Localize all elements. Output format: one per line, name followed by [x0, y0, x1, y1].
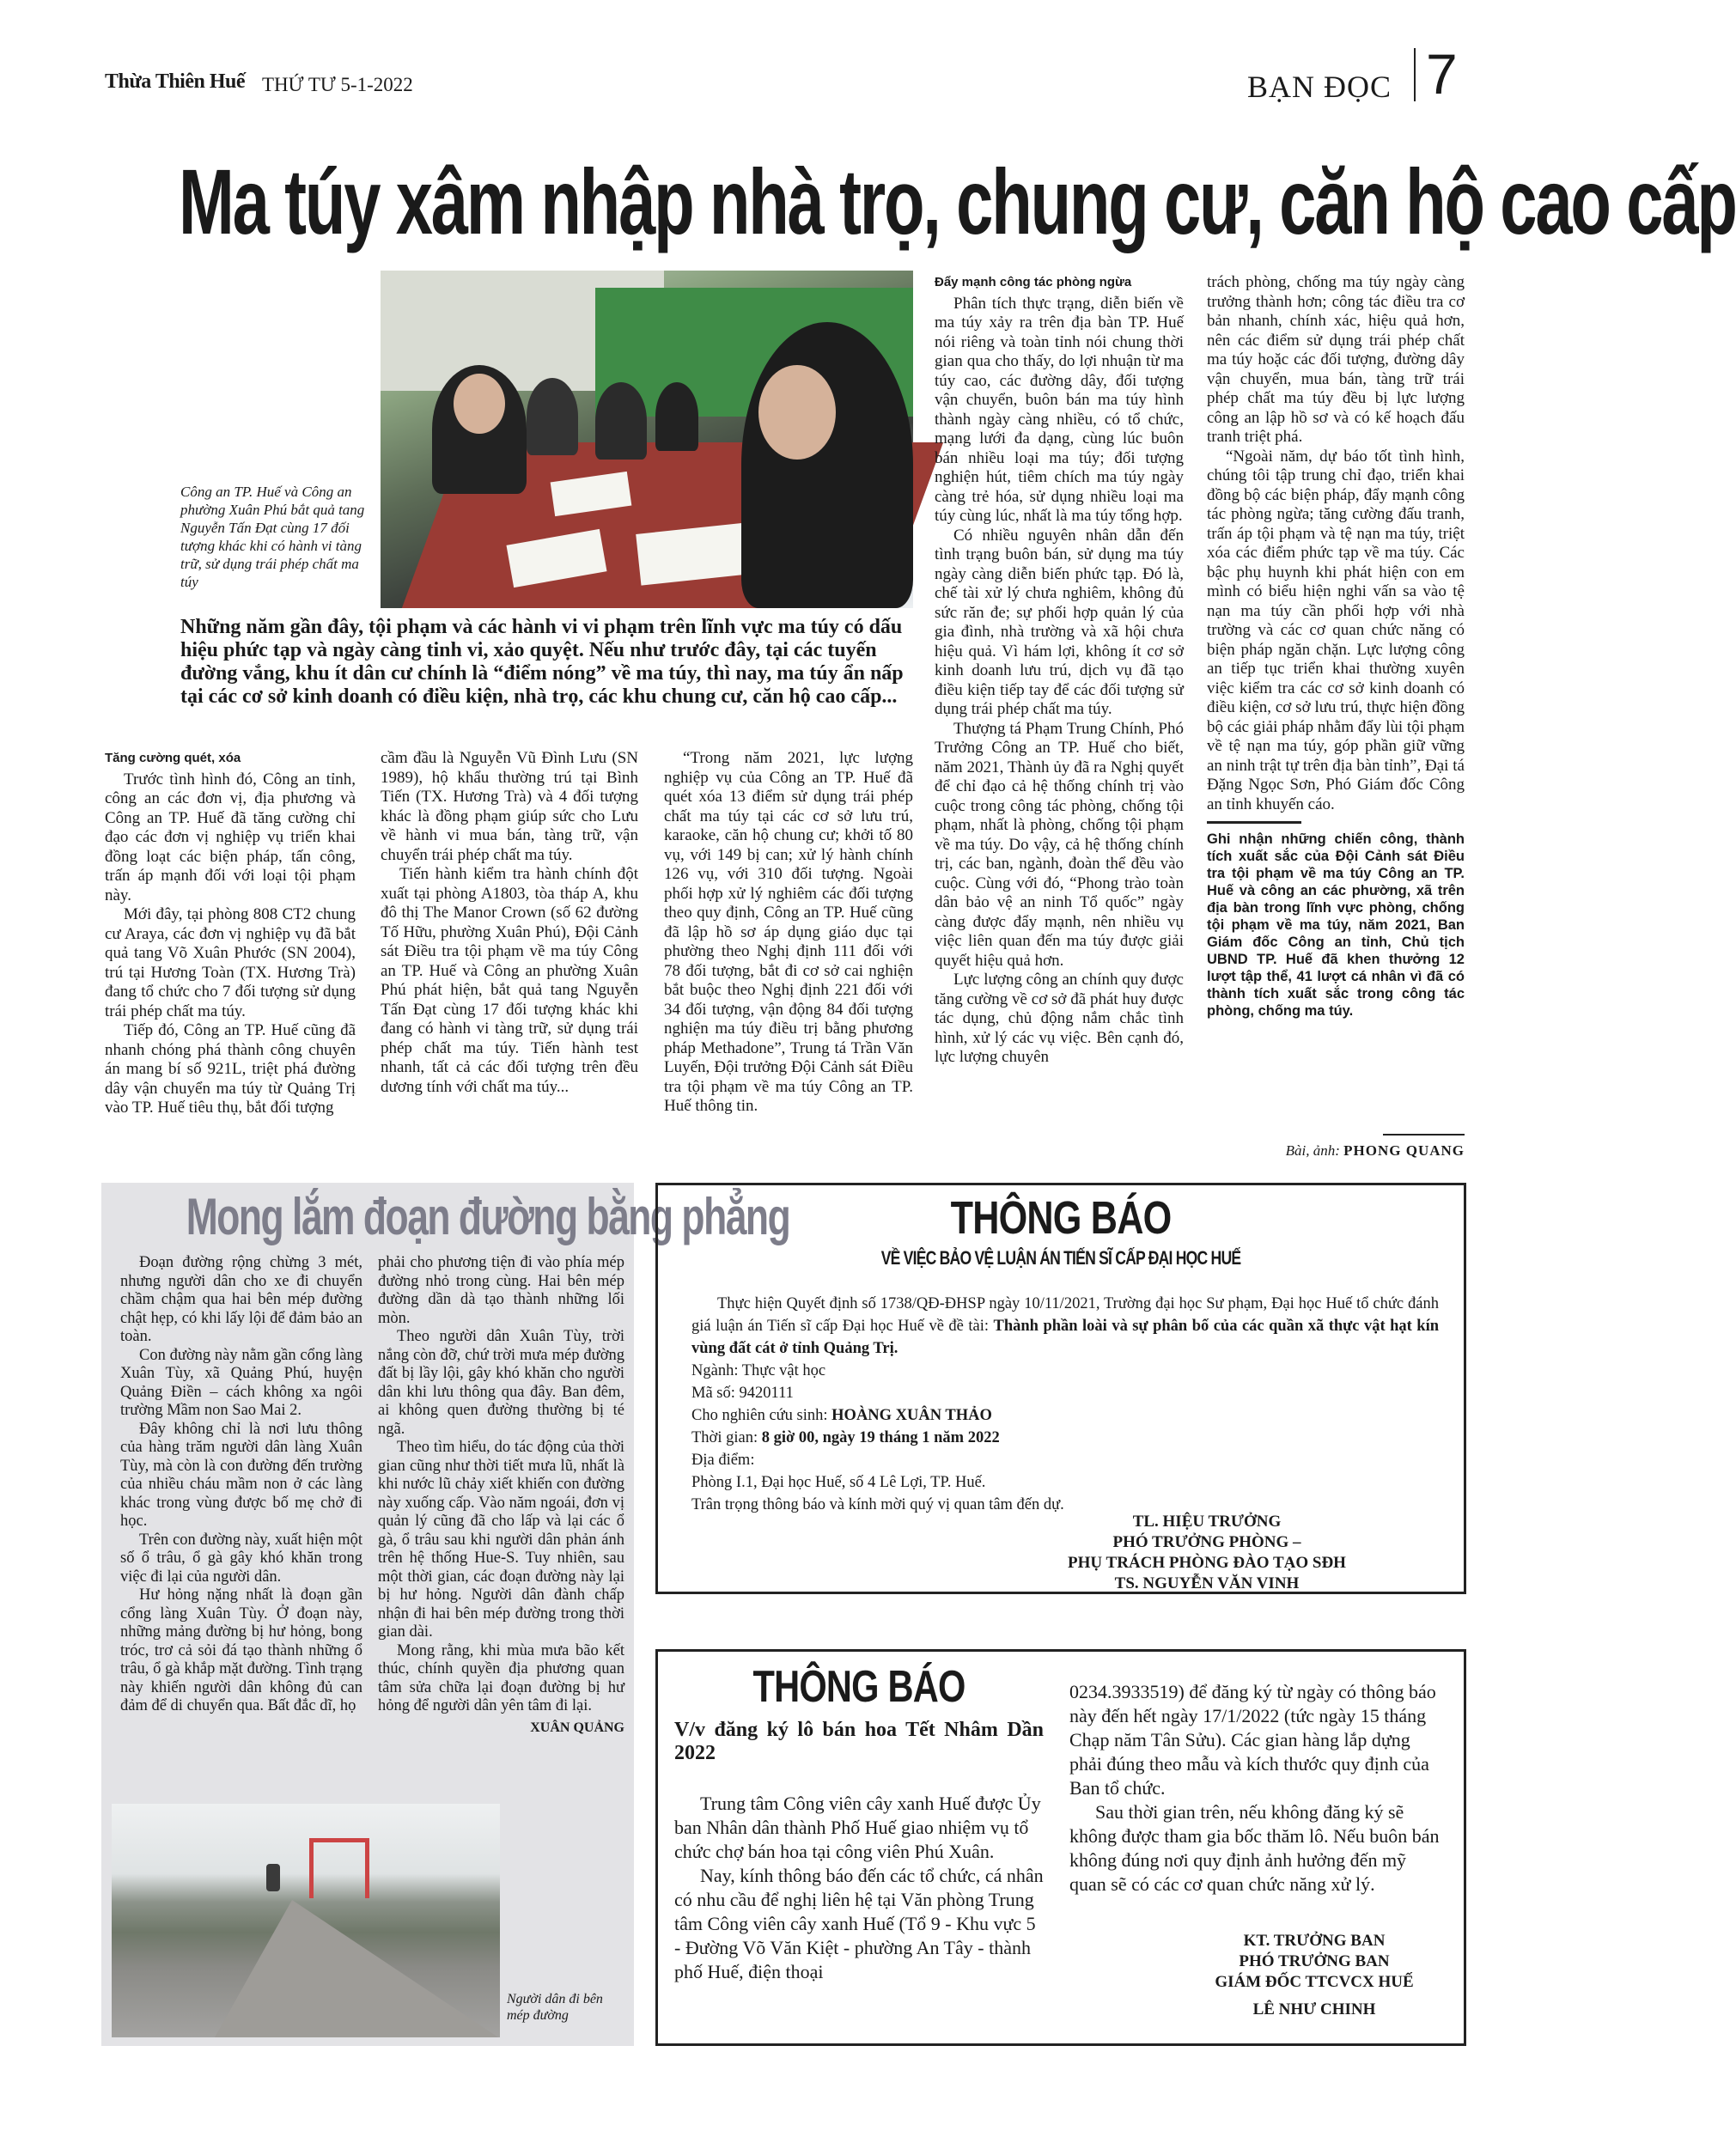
thesis-place-label: Địa điểm: [691, 1452, 755, 1469]
flower-notice-subtitle: V/v đăng ký lô bán hoa Tết Nhâm Dần 2022 [674, 1719, 1044, 1764]
thesis-signature: TL. HIỆU TRƯỞNG PHÓ TRƯỞNG PHÒNG – PHỤ TRÁCH PHÒNG ĐÀO TẠO SĐH TS. NGUYỄN VĂN VINH [1068, 1513, 1346, 1592]
paragraph: Đoạn đường rộng chừng 3 mét, nhưng người dân cho xe đi chuyển chầm chậm qua hai bên mép đường chật hẹp, có khi lấy lội để đảm bảo an toàn. [120, 1254, 362, 1345]
thesis-time: Thời gian: 8 giờ 00, ngày 19 tháng 1 năm 2022 [691, 1429, 1000, 1446]
paragraph: Sau thời gian trên, nếu không đăng ký sẽ không được tham gia bốc thăm lô. Nếu buôn bán không đúng nơi quy định ảnh hưởng đến mỹ quan sẽ có các cơ quan chức năng xử lý. [1069, 1801, 1440, 1895]
award-note: Ghi nhận những chiến công, thành tích xuất sắc của Đội Cảnh sát Điều tra tội phạm về ma túy Công an TP. Huế và công an các phường, xã trên địa bàn trong lĩnh vực phòng, chống tội phạm về ma túy, năm 2021, Ban Giám đốc Công an tỉnh, Chủ tịch UBND TP. Huế đã khen thưởng 12 lượt tập thể, 41 lượt cá nhân vì đã có thành tích xuất sắc trong công tác phòng, chống ma túy. [1207, 831, 1465, 1019]
thesis-major: Ngành: Thực vật học [691, 1362, 826, 1379]
thesis-code: Mã số: 9420111 [691, 1385, 794, 1402]
paragraph: 0234.3933519) để đăng ký từ ngày có thông báo này đến hết ngày 17/1/2022 (tức ngày 15 tháng Chạp năm Tân Sửu). Các gian hàng lắp dựng phải đúng theo mẫu và kích thước quy định của Ban tổ chức. [1069, 1681, 1436, 1799]
paragraph: cầm đầu là Nguyễn Vũ Đình Lưu (SN 1989), hộ khẩu thường trú tại Bình Tiến (TX. Hương Trà) và 4 đối tượng khác là đồng phạm giúp sức cho Lưu về hành vi mua bán, tàng trữ, vận chuyển trái phép chất ma túy. [381, 749, 638, 864]
thesis-intro: Thực hiện Quyết định số 1738/QĐ-ĐHSP ngày 10/11/2021, Trường đại học Sư phạm, Đại học Huế tổ chức đánh giá luận án Tiến sĩ cấp Đại học Huế về đề tài: Thành phần loài và sự phân bố của các quần xã thực vật hạt kín vùng đất cát ở tỉnh Quảng Trị. [691, 1295, 1440, 1357]
paragraph: Theo người dân Xuân Tùy, trời nắng còn đỡ, chứ trời mưa mép đường đất bị lầy lội, gây khó khăn cho người dân khi lưu thông qua đây. Ban đêm, ai không quen đường thường bị té ngã. [378, 1328, 624, 1438]
article-column-5 [1207, 273, 1465, 1020]
paragraph: “Trong năm 2021, lực lượng nghiệp vụ của Công an TP. Huế đã quét xóa 13 điểm sử dụng trái phép chất ma túy tại các cơ sở lưu trú, karaoke, căn hộ chung cư; khởi tố 80 vụ, với 149 bị can; xử lý hành chính 126 vụ, với 310 đối tượng. Ngoài phối hợp xử lý nghiêm các đối tượng theo quy định, Công an TP. Huế cũng đã lập hồ sơ áp dụng giáo dục tại phường theo Nghị định 111 đối với 78 đối tượng, bắt đi cơ sở cai nghiện bắt buộc theo Nghị định 221 đối với 34 đối tượng, vận động 84 đối tượng nghiện ma túy điều trị bằng phương pháp Methadone”, Trung tá Trần Văn Luyến, Đội trưởng Đội Cảnh sát Điều tra tội phạm về ma túy Công an TP. Huế thông tin. [664, 749, 913, 1115]
section-name: BẠN ĐỌC [1247, 70, 1392, 104]
article-column-4 [935, 273, 1184, 1068]
article-lede: Những năm gần đây, tội phạm và các hành vi vi phạm trên lĩnh vực ma túy có dấu hiệu phức tạp và ngày càng tinh vi, xảo quyệt. Nếu như trước đây, tại các tuyến đường vắng, khu ít dân cư chính là “điểm nóng” về ma túy, thì nay, ma túy ẩn nấp tại các cơ sở kinh doanh có điều kiện, nhà trọ, các khu chung cư, căn hộ cao cấp... [180, 616, 904, 708]
issue-date: THỨ TƯ 5-1-2022 [262, 74, 413, 95]
article-column-2 [381, 749, 638, 1097]
note-divider [1207, 821, 1301, 824]
flower-notice-col-2 [1069, 1680, 1447, 1897]
paragraph: Trên con đường này, xuất hiện một số ổ trâu, ổ gà gây khó khăn trong việc đi lại của người dân. [120, 1531, 362, 1586]
thesis-notice-title: THÔNG BÁO [950, 1192, 1172, 1244]
flower-notice-signature: KT. TRƯỞNG BAN PHÓ TRƯỞNG BAN GIÁM ĐỐC TTCVCX HUẾ LÊ NHƯ CHINH [1215, 1932, 1414, 2018]
flower-notice-col-1 [674, 1792, 1044, 1984]
paragraph: Trung tâm Công viên cây xanh Huế được Ủy ban Nhân dân thành Phố Huế giao nhiệm vụ tổ chức chợ bán hoa tại công viên Phú Xuân. [674, 1793, 1041, 1862]
article-byline: Bài, ảnh: PHONG QUANG [1285, 1142, 1465, 1159]
subheading-sweep: Tăng cường quét, xóa [105, 751, 241, 765]
thesis-notice-subtitle: VỀ VIỆC BẢO VỆ LUẬN ÁN TIẾN SĨ CẤP ĐẠI HỌC HUẾ [880, 1247, 1241, 1269]
road-article-title: Mong lắm đoạn đường bằng phẳng [186, 1188, 790, 1245]
paragraph: Trước tình hình đó, Công an tỉnh, công an các đơn vị, địa phương và Công an TP. Huế đã tăng cường chỉ đạo các đơn vị nghiệp vụ triển khai đồng loạt các biện pháp, tấn công, trấn áp mạnh đối với loại tội phạm này. [105, 770, 356, 904]
thesis-place: Phòng I.1, Đại học Huế, số 4 Lê Lợi, TP. Huế. [691, 1474, 986, 1491]
paragraph: Mới đây, tại phòng 808 CT2 chung cư Araya, các đơn vị nghiệp vụ đã bắt quả tang Võ Xuân Phước (SN 2004), trú tại Hương Toàn (TX. Hương Trà) đang tổ chức cho 7 đối tượng sử dụng trái phép chất ma túy. [105, 905, 356, 1020]
thesis-student: Cho nghiên cứu sinh: HOÀNG XUÂN THẢO [691, 1407, 992, 1424]
road-column-1 [120, 1254, 362, 1716]
arrest-photo [381, 271, 913, 608]
paragraph: Tiến hành kiểm tra hành chính đột xuất tại phòng A1803, tòa tháp A, khu đô thị The Manor Crown (số 62 đường Tố Hữu, phường Xuân Phú), Đội Cảnh sát Điều tra tội phạm về ma túy Công an TP. Huế và Công an phường Xuân Phú phát hiện, bắt quả tang Nguyễn Tấn Đạt cùng 17 đối tượng khác khi đang có hành vi tàng trữ, sử dụng trái phép chất ma túy. Tiến hành test nhanh, tất cả các đối tượng trên đều dương tính với chất ma túy... [381, 865, 638, 1096]
thesis-topic: Thành phần loài và sự phân bố của các quần xã thực vật hạt kín vùng đất cát ở tỉnh Quảng Trị. [691, 1318, 1440, 1357]
road-column-2 [378, 1254, 624, 1737]
newspaper-name: Thừa Thiên Huế [105, 70, 246, 93]
header-divider [1414, 48, 1416, 101]
paragraph: Mong rằng, khi mùa mưa bão kết thúc, chính quyền địa phương quan tâm sửa chữa lại đoạn đường bị hư hỏng để người dân yên tâm đi lại. [378, 1641, 624, 1714]
paragraph: Theo tìm hiểu, do tác động của thời gian cũng như thời tiết mưa lũ, nhất là khi nước lũ chảy xiết khiến con đường này xuống cấp. Vào năm ngoái, đơn vị quản lý cũng đã cho lấp và lại các ổ gà, ổ trâu sau khi người dân phản ánh trên hệ thống Hue-S. Tuy nhiên, sau một thời gian, các đoạn đường này lại bị hư hỏng. Người dân đành chấp nhận đi hai bên mép đường trong thời gian dài. [378, 1439, 624, 1641]
paragraph: Phân tích thực trạng, diễn biến về ma túy xảy ra trên địa bàn TP. Huế nói riêng và toàn tỉnh nói chung thời gian qua cho thấy, do lợi nhuận từ ma túy cao, các đường dây, đối tượng vận chuyển, buôn bán ma túy hình thành ngày càng nhiều, có tổ chức, mạng lưới đa dạng, cùng lúc buôn bán nhiều loại ma túy; đối tượng nghiện hút, tiêm chích ma túy ngày càng trẻ hóa, sử dụng nhiều loại ma túy cùng lúc, nhất là ma túy tổng hợp. [935, 294, 1184, 525]
paragraph: Lực lượng công an chính quy được tăng cường về cơ sở đã phát huy được tác dụng, chủ động nắm chắc tình hình, xử lý các vụ việc. Bên cạnh đó, lực lượng chuyên [935, 971, 1184, 1066]
thesis-notice-body [691, 1293, 1439, 1516]
byline-rule [1383, 1134, 1465, 1136]
subheading-prevention: Đẩy mạnh công tác phòng ngừa [935, 275, 1132, 289]
paragraph: Đây không chỉ là nơi lưu thông của hàng trăm người dân làng Xuân Tùy, mà còn là con đường đến trường của nhiều cháu mầm non ở các làng khác trong vùng được bố mẹ chở đi học. [120, 1420, 362, 1530]
paragraph: Tiếp đó, Công an TP. Huế cũng đã nhanh chóng phá thành công chuyên án mang bí số 921L, triệt phá đường dây vận chuyển ma túy từ Quảng Trị vào TP. Huế tiêu thụ, bắt đối tượng [105, 1021, 356, 1117]
page-number: 7 [1426, 42, 1458, 106]
article-column-3 [664, 749, 913, 1117]
arrest-photo-caption: Công an TP. Huế và Công an phường Xuân Phú bắt quả tang Nguyễn Tấn Đạt cùng 17 đối tượng khác khi có hành vi tàng trữ, sử dụng trái phép chất ma túy [180, 484, 365, 590]
road-photo [112, 1804, 500, 2037]
paragraph: Thượng tá Phạm Trung Chính, Phó Trưởng Công an TP. Huế cho biết, năm 2021, Thành ủy đã ra Nghị quyết để chỉ đạo cả hệ thống chính trị vào cuộc trong công tác phòng, chống tội phạm, nhất là phòng, chống tội phạm về ma túy. Do vậy, cả hệ thống chính trị, các ban, ngành, đoàn thể đều vào cuộc. Cùng với đó, “Phong trào toàn dân bảo vệ an ninh Tổ quốc” ngày càng được đẩy mạnh, nên nhiều vụ việc liên quan đến ma túy được giải quyết hiệu quả hơn. [935, 719, 1184, 970]
paragraph: Hư hỏng nặng nhất là đoạn gần cổng làng Xuân Tùy. Ở đoạn này, những mảng đường bị hư hỏng, bong tróc, trơ cả sỏi đá tạo thành những ổ trâu, ổ gà khắp mặt đường. Tình trạng này khiến người dân không đủ can đảm để di chuyển qua. Bất đắc dĩ, họ [120, 1586, 362, 1714]
paragraph: Có nhiều nguyên nhân dẫn đến tình trạng buôn bán, sử dụng ma túy ngày càng diễn biến phức tạp. Đó là, chế tài xử lý chưa nghiêm, không đủ sức răn đe; sự phối hợp quản lý của gia đình, nhà trường và xã hội chưa hiệu quả. Vì hám lợi, không ít cơ sở kinh doanh lưu trú, dịch vụ đã tạo điều kiện tiếp tay để các đối tượng sử dụng trái phép chất ma túy. [935, 526, 1184, 718]
paragraph: phải cho phương tiện đi vào phía mép đường nhỏ trong cùng. Hai bên mép đường dần dà tạo thành những lối mòn. [378, 1254, 624, 1327]
paragraph: Con đường này nằm gần cổng làng Xuân Tùy, xã Quảng Phú, huyện Quảng Điền – cách không xa ngôi trường Mầm non Sao Mai 2. [120, 1346, 362, 1419]
thesis-closing: Trân trọng thông báo và kính mời quý vị quan tâm đến dự. [691, 1496, 1064, 1513]
road-author: XUÂN QUẢNG [530, 1720, 624, 1735]
article-column-1 [105, 749, 356, 1118]
flower-notice-title: THÔNG BÁO [752, 1662, 965, 1712]
road-photo-caption: Người dân đi bên mép đường [507, 1992, 603, 2023]
paragraph: Nay, kính thông báo đến các tổ chức, cá nhân có nhu cầu để nghị liên hệ tại Văn phòng Trung tâm Công viên cây xanh Huế (Tổ 9 - Khu vực 5 - Đường Võ Văn Kiệt - phường An Tây - thành phố Huế, điện thoại [674, 1865, 1044, 1982]
paragraph: trách phòng, chống ma túy ngày càng trưởng thành hơn; công tác điều tra cơ bản nhanh, chính xác, hiệu quả hơn, nên các điểm sử dụng trái phép chất ma túy hoặc các đối tượng, đường dây vận chuyển, mua bán, tàng trữ trái phép chất ma túy đều bị lực lượng công an lập hồ sơ và có kế hoạch đấu tranh triệt phá. [1207, 273, 1465, 446]
article-headline: Ma túy xâm nhập nhà trọ, chung cư, căn hộ cao cấp [179, 149, 1736, 253]
paragraph: “Ngoài năm, dự báo tốt tình hình, chúng tôi tập trung chỉ đạo, triển khai đồng bộ các biện pháp, đẩy mạnh công tác phòng ngừa; tăng cường đấu tranh, trấn áp tội phạm và tệ nạn ma túy, triệt xóa các điểm phức tạp về ma túy. Các bậc phụ huynh khi phát hiện con em mình có biểu hiện nghi vấn sa vào tệ nạn ma túy cần phối hợp với nhà trường và các cơ quan chức năng có biện pháp ngăn chặn. Lực lượng công an tiếp tục triển khai thường xuyên việc kiểm tra các cơ sở kinh doanh có điều kiện, cơ sở lưu trú, thực hiện đồng bộ các giải pháp nhằm đẩy lùi tội phạm về tệ nạn ma túy, góp phần giữ vững an ninh trật tự trên địa bàn tỉnh”, Đại tá Đặng Ngọc Sơn, Phó Giám đốc Công an tỉnh khuyến cáo. [1207, 447, 1465, 813]
